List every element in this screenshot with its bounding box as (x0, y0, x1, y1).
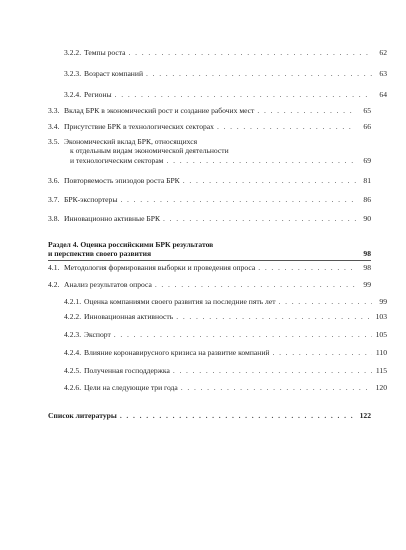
toc-section-4-heading[interactable] (48, 240, 371, 259)
toc-entry-page: 65 (363, 106, 371, 115)
toc-entry-page: 98 (363, 249, 371, 259)
toc-entry-3-2-4[interactable] (48, 90, 387, 99)
leader-dots (183, 176, 356, 185)
toc-entry-4-2[interactable] (48, 280, 371, 289)
toc-entry-3-3[interactable] (48, 106, 371, 115)
toc-entry-number: 4.2.2. (64, 312, 82, 321)
toc-entry-title: Инновационная активность (84, 312, 174, 321)
toc-entry-title: Регионы (84, 90, 112, 99)
toc-entry-number: 3.7. (48, 195, 60, 204)
toc-entry-number: 3.4. (48, 122, 60, 131)
toc-entry-3-7[interactable] (48, 195, 371, 204)
toc-entry-title: Оценка компаниями своего развития за последние пять лет (84, 297, 276, 306)
leader-dots (115, 90, 372, 99)
toc-entry-page: 122 (359, 411, 371, 420)
leader-dots (257, 106, 356, 115)
toc-entry-number: 4.2.3. (64, 330, 82, 339)
toc-entry-number: 4.2.4. (64, 348, 82, 357)
toc-entry-number: 4.2. (48, 280, 60, 289)
leader-dots (167, 156, 357, 165)
toc-entry-3-8[interactable] (48, 214, 371, 223)
toc-entry-number: 4.1. (48, 263, 60, 272)
leader-dots (181, 383, 372, 392)
leader-dots (120, 411, 356, 420)
toc-entry-4-2-6[interactable] (48, 383, 387, 392)
toc-entry-page: 105 (375, 330, 387, 339)
leader-dots (114, 330, 372, 339)
toc-entry-page: 69 (363, 155, 371, 165)
toc-entry-title-line: к отдельным видам экономической деятельности (70, 146, 229, 156)
toc-entry-title-line: Экономический вклад БРК, относящихся (64, 137, 198, 146)
toc-entry-number: 3.6. (48, 176, 60, 185)
toc-entry-page: 86 (363, 195, 371, 204)
toc-entry-page: 66 (363, 122, 371, 131)
toc-entry-number: 4.2.6. (64, 383, 82, 392)
leader-dots (258, 263, 356, 272)
leader-dots (155, 280, 356, 289)
toc-entry-3-5[interactable] (48, 137, 371, 165)
toc-entry-number: 3.5. (48, 137, 60, 146)
toc-entry-title: БРК-экспортеры (64, 195, 118, 204)
toc-entry-page: 98 (363, 263, 371, 272)
toc-entry-page: 120 (375, 383, 387, 392)
leader-dots (217, 122, 356, 131)
toc-entry-title: Полученная господдержка (84, 366, 170, 375)
section-heading-line: Раздел 4. Оценка российскими БРК результатов (48, 240, 214, 249)
toc-entry-number: 3.2.3. (64, 69, 82, 78)
toc-entry-title: Повторяемость эпизодов роста БРК (64, 176, 180, 185)
toc-entry-page: 115 (375, 366, 387, 375)
toc-entry-page: 110 (375, 348, 387, 357)
toc-entry-page: 90 (363, 214, 371, 223)
leader-dots (173, 366, 372, 375)
toc-entry-4-2-1[interactable] (48, 297, 387, 306)
toc-entry-4-2-4[interactable] (48, 348, 387, 357)
leader-dots (176, 312, 372, 321)
toc-entry-page: 99 (363, 280, 371, 289)
toc-entry-page: 81 (363, 176, 371, 185)
section-heading-line: и перспектив своего развития (48, 249, 152, 259)
toc-entry-title: Список литературы (48, 411, 117, 420)
toc-entry-page: 64 (379, 90, 387, 99)
toc-entry-title: Темпы роста (84, 48, 126, 57)
toc-entry-title: Возраст компаний (84, 69, 144, 78)
toc-entry-title: Цели на следующие три года (84, 383, 178, 392)
toc-entry-title: Методология формирования выборки и проведения опроса (64, 263, 256, 272)
leader-dots (129, 48, 372, 57)
toc-entry-page: 99 (379, 297, 387, 306)
toc-entry-number: 3.2.4. (64, 90, 82, 99)
toc-entry-title: Присутствие БРК в технологических секторах (64, 122, 214, 131)
toc-entry-4-2-3[interactable] (48, 330, 387, 339)
leader-dots (279, 297, 372, 306)
toc-entry-bibliography[interactable] (48, 411, 371, 420)
leader-dots (163, 214, 356, 223)
leader-dots (146, 69, 372, 78)
toc-entry-page: 103 (375, 312, 387, 321)
toc-entry-4-2-5[interactable] (48, 366, 387, 375)
toc-entry-page: 63 (379, 69, 387, 78)
toc-entry-4-1[interactable] (48, 263, 371, 272)
toc-entry-title: Инновационно активные БРК (64, 214, 161, 223)
toc-entry-title: Вклад БРК в экономический рост и создание рабочих мест (64, 106, 255, 115)
toc-entry-number: 3.8. (48, 214, 60, 223)
toc-entry-number: 3.2.2. (64, 48, 82, 57)
toc-entry-number: 3.3. (48, 106, 60, 115)
toc-entry-number: 4.2.5. (64, 366, 82, 375)
leader-dots (120, 195, 356, 204)
leader-dots (272, 348, 372, 357)
toc-entry-3-2-2[interactable] (48, 48, 387, 57)
toc-entry-title: Экспорт (84, 330, 111, 339)
toc-entry-3-6[interactable] (48, 176, 371, 185)
toc-entry-3-4[interactable] (48, 122, 371, 131)
toc-entry-title-line: и технологическим секторам (70, 155, 164, 165)
toc-entry-4-2-2[interactable] (48, 312, 387, 321)
toc-entry-3-2-3[interactable] (48, 69, 387, 78)
toc-entry-title: Анализ результатов опроса (64, 280, 152, 289)
toc-entry-title: Влияние коронавирусного кризиса на развитие компаний (84, 348, 270, 357)
toc-entry-page: 62 (379, 48, 387, 57)
toc-entry-number: 4.2.1. (64, 297, 82, 306)
section-divider (48, 260, 371, 261)
